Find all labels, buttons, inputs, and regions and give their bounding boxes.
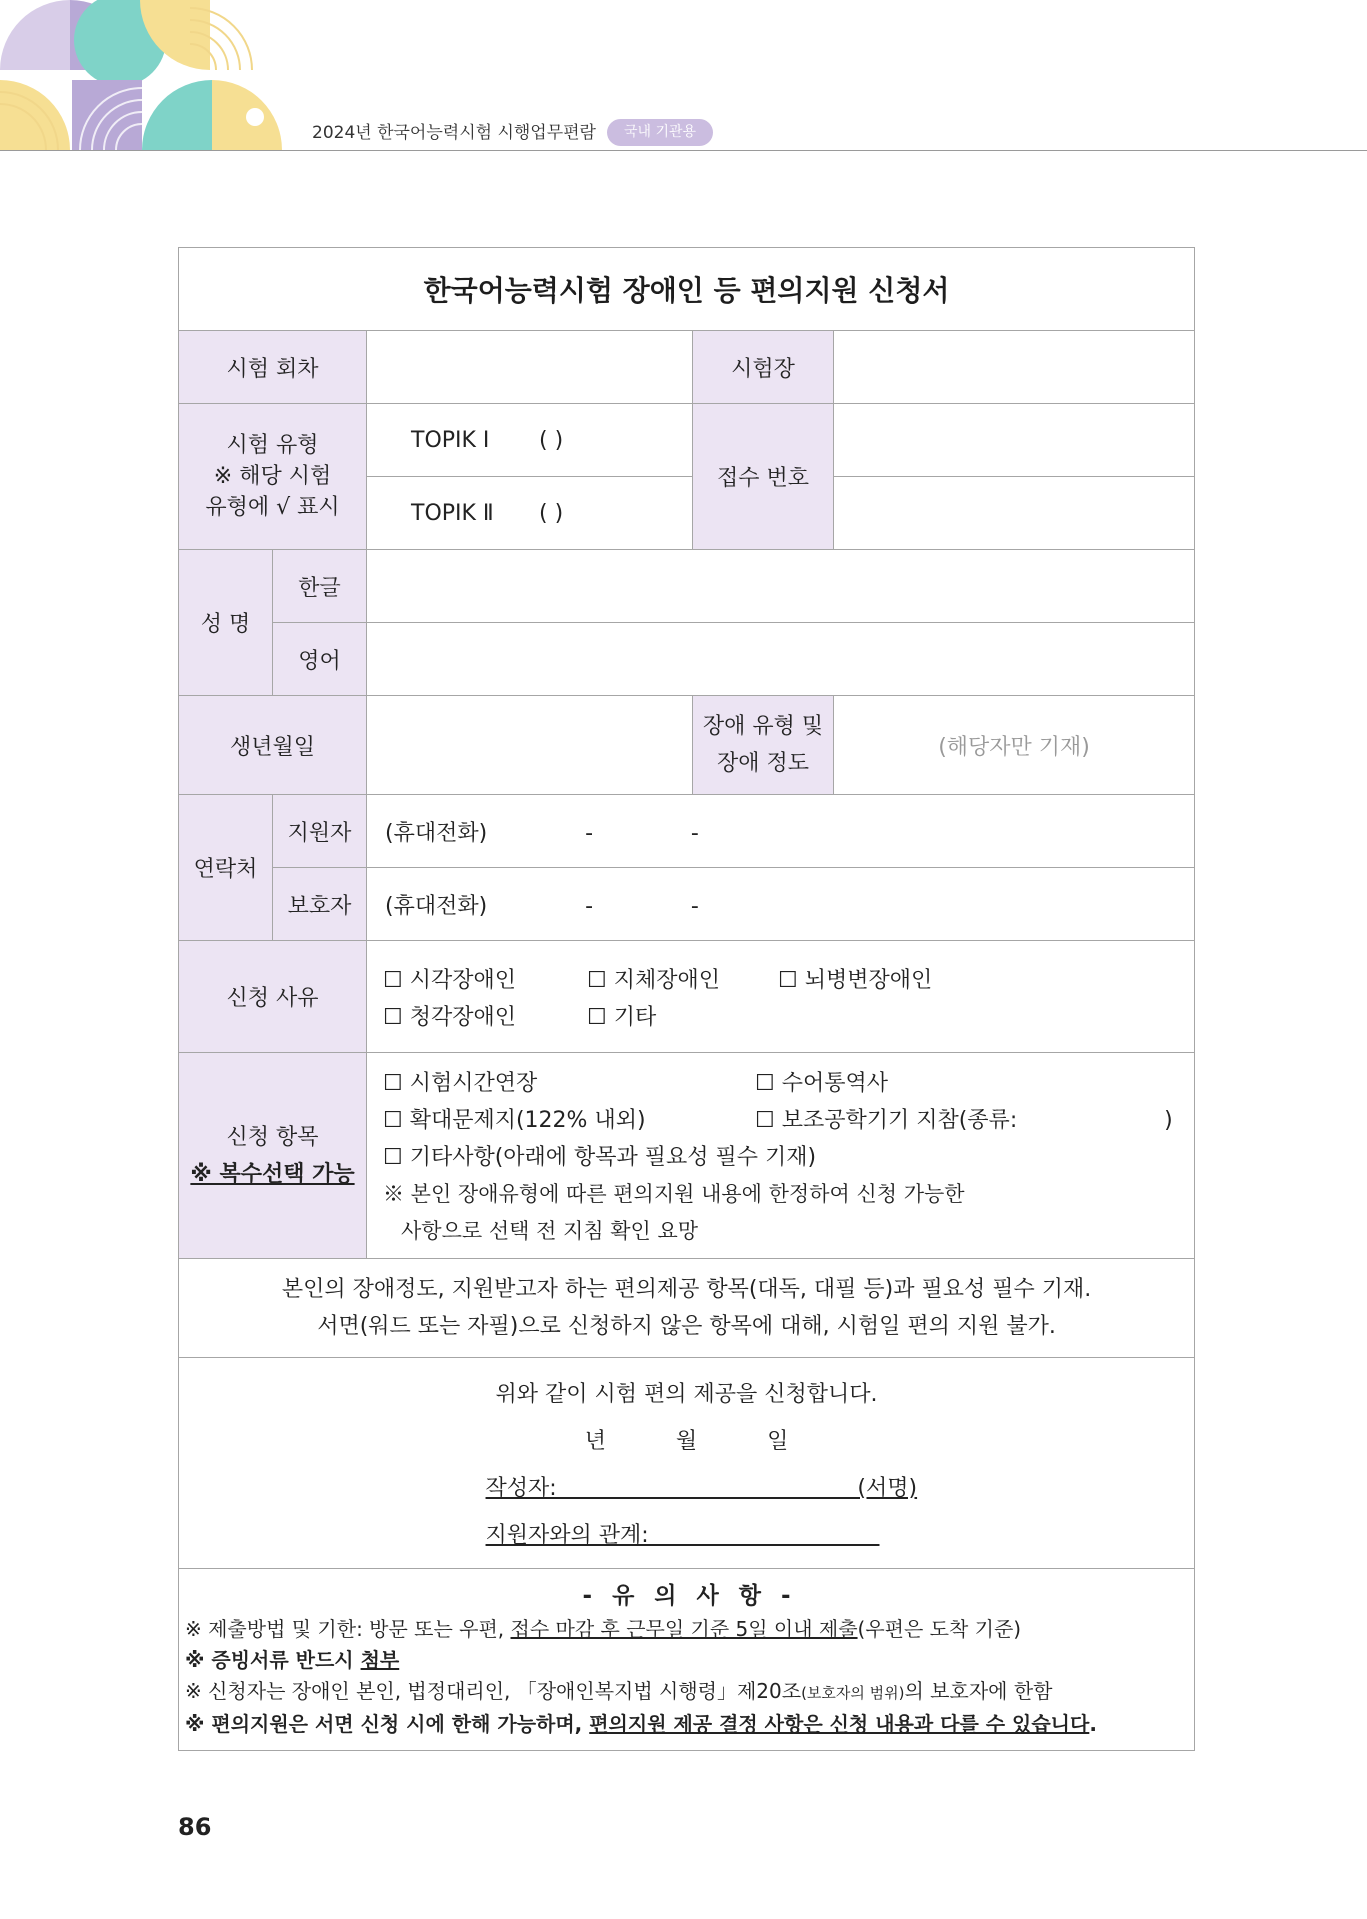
items-multi-select-note: ※ 복수선택 가능 — [190, 1161, 355, 1187]
disability-label — [693, 696, 834, 795]
name-korean-label: 한글 — [273, 550, 367, 623]
item-enlarged-paper-checkbox[interactable]: ☐ 확대문제지(122% 내외) — [383, 1108, 646, 1133]
guardian-phone-field[interactable]: (휴대전화) - - — [367, 868, 1195, 941]
handbook-title: 2024년 한국어능력시험 시행업무편람 — [312, 123, 596, 143]
contact-label: 연락처 — [179, 795, 273, 941]
applicant-phone-label: 지원자 — [273, 795, 367, 868]
exam-type-label-line2: ※ 해당 시험 — [213, 464, 332, 489]
item-assistive-device-checkbox[interactable]: ☐ 보조공학기기 지참(종류: ) — [755, 1108, 1173, 1133]
reason-physical-checkbox[interactable]: ☐ 지체장애인 — [587, 967, 720, 993]
receipt-number-field-2[interactable] — [834, 477, 1195, 550]
exam-type-label-line3: 유형에 √ 표시 — [205, 495, 340, 520]
exam-round-field[interactable] — [367, 331, 693, 404]
note-submission: ※ 제출방법 및 기한: 방문 또는 우편, 접수 마감 후 근무일 기준 5일 이내 제출(우편은 도착 기준) — [185, 1617, 1022, 1641]
domestic-agency-badge: 국내 기관용 — [607, 119, 713, 146]
topik2-option[interactable] — [367, 477, 693, 550]
name-english-field[interactable] — [367, 623, 1195, 696]
header-divider — [0, 150, 1367, 151]
topik2-name: TOPIK Ⅱ — [411, 500, 494, 526]
applicant-phone-field[interactable]: (휴대전화) - - — [367, 795, 1195, 868]
relation-line[interactable]: 지원자와의 관계: — [485, 1523, 880, 1548]
birth-date-label: 생년월일 — [179, 696, 367, 795]
exam-site-field[interactable] — [834, 331, 1195, 404]
guardian-phone-label: 보호자 — [273, 868, 367, 941]
item-other-checkbox[interactable]: ☐ 기타사항(아래에 항목과 필요성 필수 기재) — [383, 1145, 817, 1170]
reason-hearing-checkbox[interactable]: ☐ 청각장애인 — [383, 1004, 516, 1030]
note-decision: ※ 편의지원은 서면 신청 시에 한해 가능하며, 편의지원 제공 결정 사항은 신청 내용과 다를 수 있습니다. — [185, 1712, 1097, 1736]
receipt-number-field-1[interactable] — [834, 404, 1195, 477]
reason-options — [367, 941, 1195, 1053]
topik1-name: TOPIK Ⅰ — [411, 427, 490, 453]
page-number: 86 — [178, 1813, 212, 1841]
item-sign-language-checkbox[interactable]: ☐ 수어통역사 — [755, 1071, 888, 1096]
disability-label-line1: 장애 유형 및 — [702, 714, 824, 739]
notes-title: - 유 의 사 항 - — [582, 1583, 797, 1609]
topik2-check-space: ( ) — [539, 500, 564, 526]
disability-label-line2: 장애 정도 — [716, 751, 809, 776]
exam-type-label-line1: 시험 유형 — [226, 433, 319, 458]
reason-visual-checkbox[interactable]: ☐ 시각장애인 — [383, 967, 516, 993]
exam-site-label: 시험장 — [693, 331, 834, 404]
free-text-area[interactable] — [179, 1259, 1195, 1358]
free-text-instruction-2: 서면(워드 또는 자필)으로 신청하지 않은 항목에 대해, 시험일 편의 지원 불가. — [317, 1314, 1056, 1339]
exam-round-label: 시험 회차 — [179, 331, 367, 404]
notes-section — [179, 1569, 1195, 1751]
form-title: 한국어능력시험 장애인 등 편의지원 신청서 — [179, 248, 1195, 331]
note-documents: ※ 증빙서류 반드시 첨부 — [185, 1648, 400, 1672]
items-guide-line2: 사항으로 선택 전 지침 확인 요망 — [401, 1218, 699, 1243]
note-applicant: ※ 신청자는 장애인 본인, 법정대리인, 「장애인복지법 시행령」제20조(보호자의 범위)의 보호자에 한함 — [185, 1679, 1053, 1703]
reason-label: 신청 사유 — [179, 941, 367, 1053]
signature-section — [179, 1358, 1195, 1569]
items-guide-line1: ※ 본인 장애유형에 따른 편의지원 내용에 한정하여 신청 가능한 — [383, 1181, 965, 1206]
receipt-number-label: 접수 번호 — [693, 404, 834, 550]
name-label: 성 명 — [179, 550, 273, 696]
writer-signature-line[interactable]: 작성자: (서명) — [485, 1476, 918, 1501]
item-time-extension-checkbox[interactable]: ☐ 시험시간연장 — [383, 1071, 538, 1096]
date-line[interactable]: 년 월 일 — [584, 1429, 789, 1454]
items-label — [179, 1053, 367, 1259]
topik1-check-space: ( ) — [539, 427, 564, 453]
birth-date-field[interactable] — [367, 696, 693, 795]
reason-other-checkbox[interactable]: ☐ 기타 — [587, 1004, 657, 1030]
topik1-option[interactable] — [367, 404, 693, 477]
declaration-text: 위와 같이 시험 편의 제공을 신청합니다. — [495, 1382, 878, 1407]
header-decoration — [0, 0, 300, 152]
items-label-title: 신청 항목 — [226, 1124, 319, 1150]
name-english-label: 영어 — [273, 623, 367, 696]
free-text-instruction-1: 본인의 장애정도, 지원받고자 하는 편의제공 항목(대독, 대필 등)과 필요성 필수 기재. — [281, 1277, 1092, 1302]
exam-type-label — [179, 404, 367, 550]
reason-brain-checkbox[interactable]: ☐ 뇌병변장애인 — [778, 967, 933, 993]
disability-field[interactable]: (해당자만 기재) — [834, 696, 1195, 795]
application-form — [178, 247, 1195, 1751]
name-korean-field[interactable] — [367, 550, 1195, 623]
items-options — [367, 1053, 1195, 1259]
